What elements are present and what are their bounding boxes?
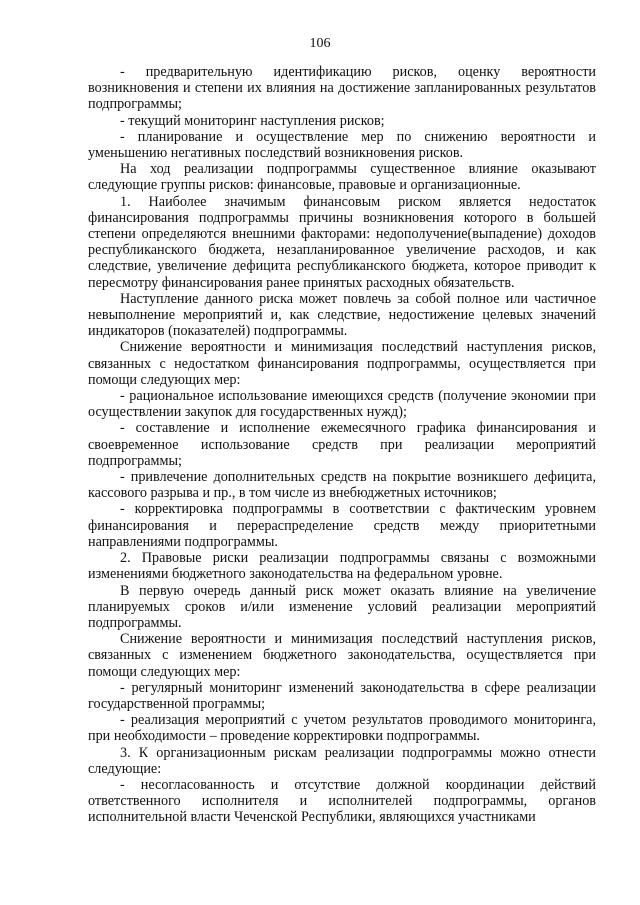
paragraph-adjustment: - корректировка подпрограммы в соответствии с фактическим уровнем финансирования и перераспределение средств между приоритетными направлениями подпрограммы. <box>88 501 596 550</box>
paragraph-risk-groups: На ход реализации подпрограммы существенное влияние оказывают следующие группы рисков: финансовые, правовые и организационные. <box>88 161 596 194</box>
paragraph-monitoring-results: - реализация мероприятий с учетом результатов проводимого мониторинга, при необходимости – проведение корректировки подпрограммы. <box>88 712 596 745</box>
paragraph-legal-impact: В первую очередь данный риск может оказать влияние на увеличение планируемых сроков и/или изменение условий реализации мероприятий подпрограммы. <box>88 582 596 631</box>
paragraph-additional-funds: - привлечение дополнительных средств на покрытие возникшего дефицита, кассового разрыва и пр., в том числе из внебюджетных источников; <box>88 469 596 502</box>
paragraph-coordination: - несогласованность и отсутствие должной координации действий ответственного исполнителя и исполнителей подпрограммы, органов исполнительной власти Чеченской Республики, являющихся участниками <box>88 776 596 826</box>
paragraph-monthly-schedule: - составление и исполнение ежемесячного графика финансирования и своевременное использование средств при реализации мероприятий подпрограммы; <box>88 420 596 469</box>
paragraph-organizational-risk: 3. К организационным рискам реализации подпрограммы можно отнести следующие: <box>88 744 596 777</box>
paragraph-legal-mitigation: Снижение вероятности и минимизация последствий наступления рисков, связанных с изменением бюджетного законодательства, осуществляется при помощи следующих мер: <box>88 631 596 680</box>
paragraph-risk-monitoring: - текущий мониторинг наступления рисков; <box>120 112 385 129</box>
paragraph-risk-planning: - планирование и осуществление мер по снижению вероятности и уменьшению негативных последствий возникновения рисков. <box>88 128 596 162</box>
paragraph-financial-mitigation: Снижение вероятности и минимизация последствий наступления рисков, связанных с недостатком финансирования подпрограммы, осуществляется при помощи следующих мер: <box>88 339 596 388</box>
paragraph-risk-consequence: Наступление данного риска может повлечь за собой полное или частичное невыполнение мероприятий и, как следствие, недостижение целевых значений индикаторов (показателей) подпрограммы. <box>88 290 596 340</box>
paragraph-rational-use: - рациональное использование имеющихся средств (получение экономии при осуществлении закупок для государственных нужд); <box>88 388 596 421</box>
paragraph-legal-risk: 2. Правовые риски реализации подпрограммы связаны с возможными изменениями бюджетного законодательства на федеральном уровне. <box>88 550 596 583</box>
paragraph-financial-risk: 1. Наиболее значимым финансовым риском является недостаток финансирования подпрограммы причины возникновения которого в большей степени определяются внешними факторами: недополучение(выпадение) доходов республиканского бюджета, незапланированное увеличение расходов, и как следствие, увеличение дефицита республиканского бюджета, которое приводит к пересмотру финансирования ранее принятых расходных обязательств. <box>88 193 596 291</box>
document-body <box>88 64 596 826</box>
paragraph-risk-identification: - предварительную идентификацию рисков, оценку вероятности возникновения и степени их влияния на достижение запланированных результатов подпрограммы; <box>88 64 596 113</box>
paragraph-legal-monitoring: - регулярный мониторинг изменений законодательства в сфере реализации государственной программы; <box>88 679 596 712</box>
page-number: 106 <box>309 36 331 51</box>
